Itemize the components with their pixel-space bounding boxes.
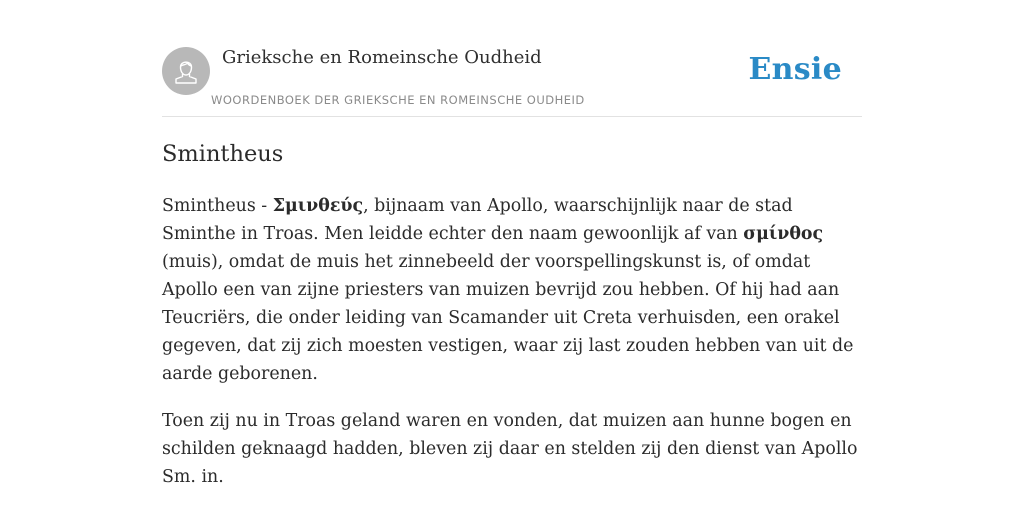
article-body: [162, 192, 862, 510]
dictionary-source-subtitle[interactable]: WOORDENBOEK DER GRIEKSCHE EN ROMEINSCHE OUDHEID: [211, 93, 585, 107]
ensie-logo[interactable]: Ensie: [748, 52, 842, 87]
paragraph-text: , bijnaam van Apollo, waarschijnlijk naar de stad Sminthe in Troas. Men leidde echter den naam gewoonlijk af van: [162, 196, 793, 244]
greek-term-bold: Σμινθεύς: [272, 196, 364, 216]
article-paragraph-2: Toen zij nu in Troas geland waren en vonden, dat muizen aan hunne bogen en schilden geknaagd hadden, bleven zij daar en stelden zij den dienst van Apollo Sm. in.: [162, 411, 858, 487]
dictionary-source-title[interactable]: Grieksche en Romeinsche Oudheid: [222, 47, 542, 68]
paragraph-text: (muis), omdat de muis het zinnebeeld der voorspellingskunst is, of omdat Apollo een van zijne priesters van muizen bevrijd zou hebben. Of hij had aan Teucriërs, die onder leiding van Scamander uit Creta verhuisden, een orakel gegeven, dat zij zich moesten vestigen, waar zij last zouden hebben van uit de aarde geborenen.: [162, 252, 854, 384]
paragraph-text: Smintheus -: [162, 196, 273, 216]
article-term-title: Smintheus: [162, 141, 284, 167]
article-paragraph-1: [162, 192, 862, 388]
dictionary-header: [162, 46, 862, 117]
user-silhouette-icon[interactable]: [162, 47, 210, 95]
greek-term-bold: σμίνθος: [743, 224, 824, 244]
